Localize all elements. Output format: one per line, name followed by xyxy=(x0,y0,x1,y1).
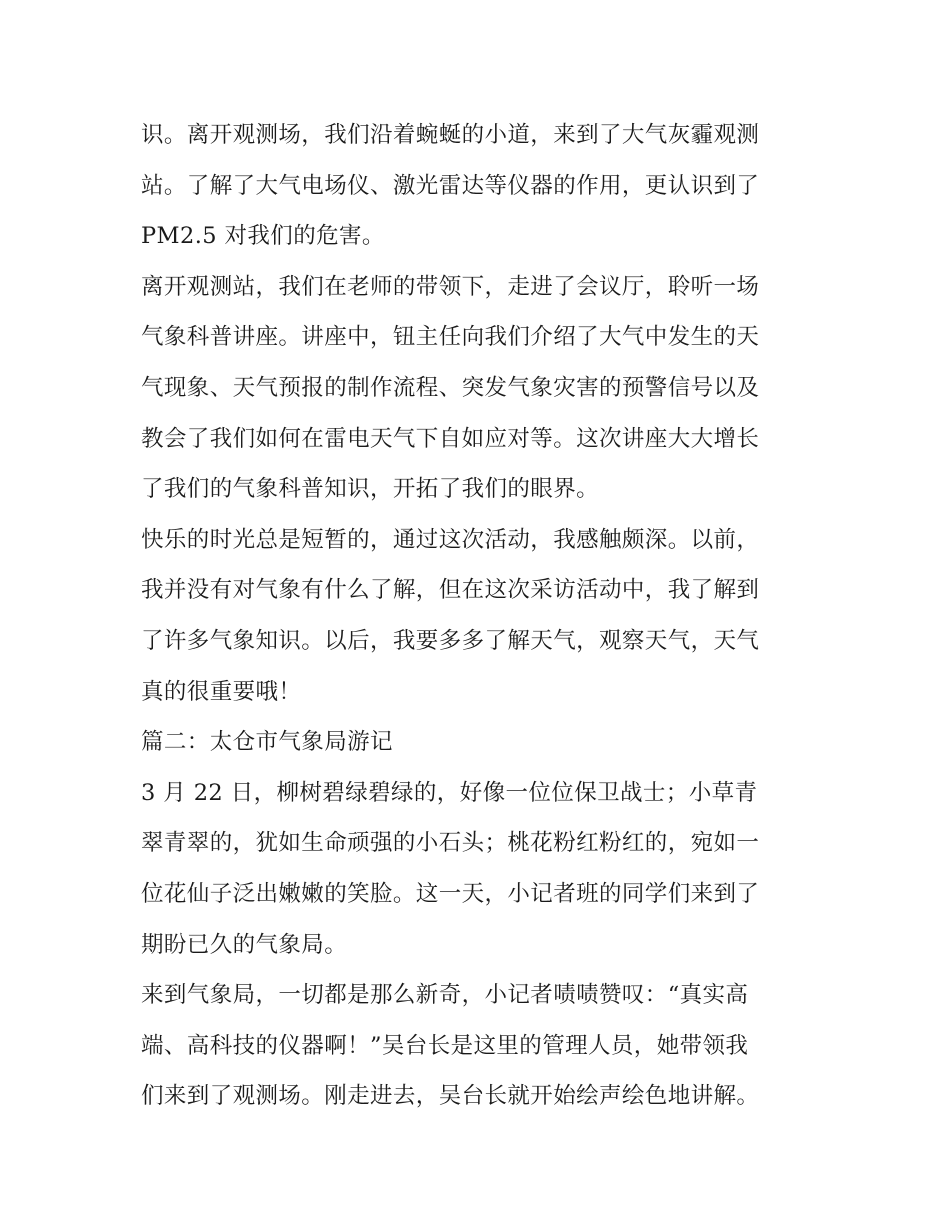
text-line: 端、高科技的仪器啊！”吴台长是这里的管理人员，她带领我 xyxy=(141,1032,749,1059)
text-line: 真的很重要哦！ xyxy=(141,678,302,705)
text-line: 我并没有对气象有什么了解，但在这次采访活动中，我了解到 xyxy=(141,577,760,604)
text-line: 气现象、天气预报的制作流程、突发气象灾害的预警信号以及 xyxy=(141,374,760,401)
text-line: PM2.5 对我们的危害。 xyxy=(141,223,385,250)
text-line: 了我们的气象科普知识，开拓了我们的眼界。 xyxy=(141,476,600,503)
text-line: 们来到了观测场。刚走进去，吴台长就开始绘声绘色地讲解。 xyxy=(141,1083,760,1110)
text-line: 了许多气象知识。以后，我要多多了解天气，观察天气，天气 xyxy=(141,627,760,654)
text-line: 3 月 22 日，柳树碧绿碧绿的，好像一位位保卫战士；小草青 xyxy=(141,779,758,806)
text-line: 期盼已久的气象局。 xyxy=(141,931,348,958)
text-line: 位花仙子泛出嫩嫩的笑脸。这一天，小记者班的同学们来到了 xyxy=(141,880,760,907)
text-line: 识。离开观测场，我们沿着蜿蜒的小道，来到了大气灰霾观测 xyxy=(141,122,760,148)
text-line: 来到气象局，一切都是那么新奇，小记者啧啧赞叹：“真实高 xyxy=(141,982,749,1009)
text-line: 快乐的时光总是短暂的，通过这次活动，我感触颇深。以前， xyxy=(141,526,760,553)
text-line: 站。了解了大气电场仪、激光雷达等仪器的作用，更认识到了 xyxy=(141,172,760,199)
text-line: 翠青翠的，犹如生命顽强的小石头；桃花粉红粉红的，宛如一 xyxy=(141,830,760,857)
text-line: 气象科普讲座。讲座中，钮主任向我们介绍了大气中发生的天 xyxy=(141,324,760,351)
document-body xyxy=(141,110,821,1122)
section-heading: 篇二：太仓市气象局游记 xyxy=(141,729,393,756)
text-line: 离开观测站，我们在老师的带领下，走进了会议厅，聆听一场 xyxy=(141,273,760,300)
text-line: 教会了我们如何在雷电天气下自如应对等。这次讲座大大增长 xyxy=(141,425,760,452)
